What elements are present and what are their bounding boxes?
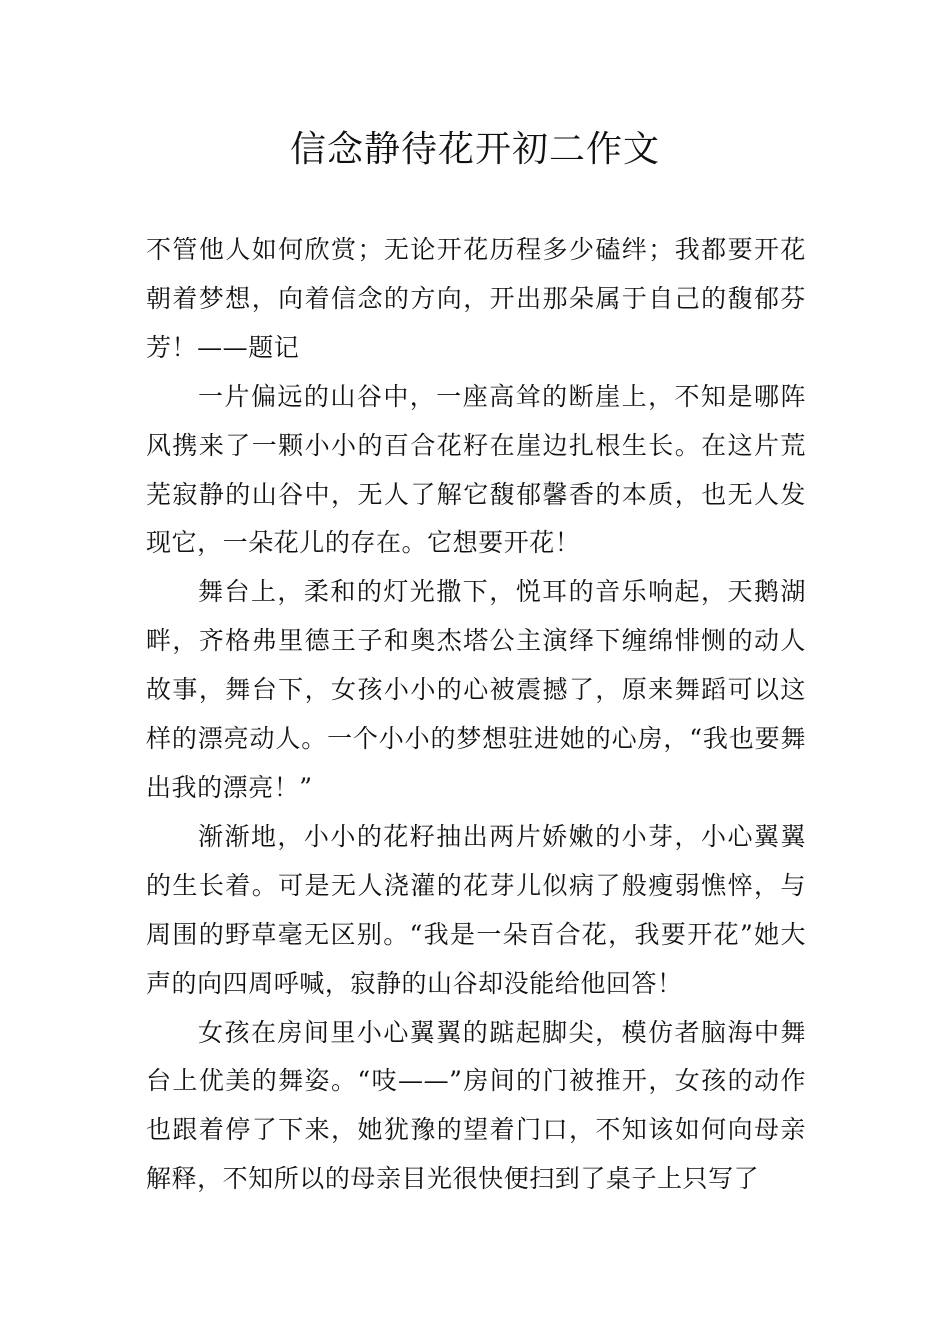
body-paragraph: 女孩在房间里小心翼翼的踮起脚尖，模仿者脑海中舞台上优美的舞姿。“吱——”房间的门被推开，女孩的动作也跟着停了下来，她犹豫的望着门口，不知该如何向母亲解释，不知所以的母亲目光很快便扫到了桌子上只写了 xyxy=(146,1017,806,1194)
body-paragraph: 渐渐地，小小的花籽抽出两片娇嫩的小芽，小心翼翼的生长着。可是无人浇灌的花芽儿似病了般瘦弱憔悴，与周围的野草毫无区别。“我是一朵百合花，我要开花”她大声的向四周呼喊，寂静的山谷却没能给他回答！ xyxy=(146,821,806,998)
body-paragraph: 舞台上，柔和的灯光撒下，悦耳的音乐响起，天鹅湖畔，齐格弗里德王子和奥杰塔公主演绎下缠绵悱恻的动人故事，舞台下，女孩小小的心被震撼了，原来舞蹈可以这样的漂亮动人。一个小小的梦想驻进她的心房，“我也要舞出我的漂亮！” xyxy=(146,577,806,802)
document-body xyxy=(146,226,806,1204)
document-title: 信念静待花开初二作文 xyxy=(289,129,660,170)
epigraph-paragraph: 不管他人如何欣赏；无论开花历程多少磕绊；我都要开花朝着梦想，向着信念的方向，开出那朵属于自己的馥郁芬芳！——题记 xyxy=(146,235,806,362)
body-paragraph: 一片偏远的山谷中，一座高耸的断崖上，不知是哪阵风携来了一颗小小的百合花籽在崖边扎根生长。在这片荒芜寂静的山谷中，无人了解它馥郁馨香的本质，也无人发现它，一朵花儿的存在。它想要开花！ xyxy=(146,381,806,558)
